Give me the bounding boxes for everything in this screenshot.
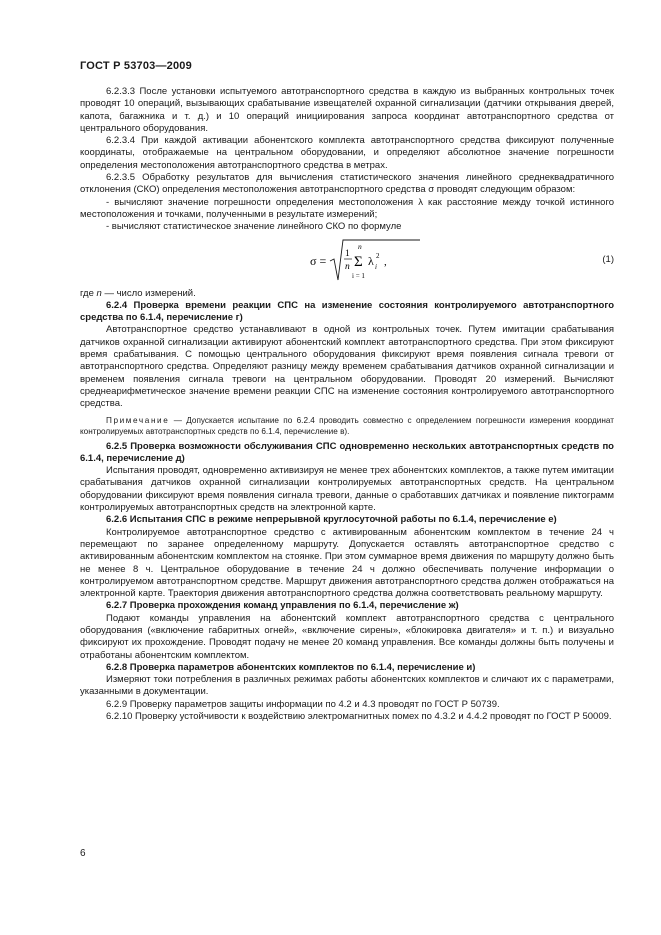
- where-variable: n: [96, 287, 102, 299]
- formula-subscript: i: [375, 262, 377, 271]
- paragraph-6-2-8: Измеряют токи потребления в различных режимах работы абонентских комплектов и сличают их с параметрами, указанными в документации.: [80, 674, 614, 698]
- where-description: — число измерений.: [101, 287, 196, 299]
- formula-sum-top: n: [358, 241, 362, 251]
- heading-6-2-7: 6.2.7 Проверка прохождения команд управления по 6.1.4, перечисление ж): [106, 600, 459, 612]
- paragraph-6-2-3-3: 6.2.3.3 После установки испытуемого автотранспортного средства в каждую из выбранных контрольных точек проводят 10 операций, вызывающих срабатывание извещателей охранной сигнализации (датчики открывания дверей, капота, багажника и т. д.) и 10 операций инициирования запроса координат автотранспортного средства от центрального оборудования.: [80, 86, 614, 134]
- note-text: — Допускается испытание по 6.2.4 проводить совместно с определением погрешности измерения координат контролируемых автотранспортных средств по 6.1.4, перечисление в).: [80, 415, 614, 436]
- page-number: 6: [80, 848, 86, 859]
- paragraph-6-2-9: 6.2.9 Проверку параметров защиты информации по 4.2 и 4.3 проводят по ГОСТ Р 50739.: [106, 698, 500, 710]
- note-label: Примечание: [106, 415, 170, 425]
- paragraph-6-2-6: Контролируемое автотранспортное средство с активированным абонентским комплектом в течение 24 ч перемещают по заранее определенному маршруту. Допускается оставлять автотранспортное средство с активированным абонентским комплектом на стоянке. При этом суммарное время движения по маршруту должно быть не менее 8 ч. Центральное оборудование в течение 24 ч должно обеспечивать получение информации о контролируемом автотранспортном средстве. Маршрут движения автотранспортного средства должен отображаться на электронной карте. Траектория движения автотранспортного средства должна соответствовать реальному маршруту.: [80, 526, 614, 600]
- paragraph-6-2-10: 6.2.10 Проверку устойчивости к воздействию электромагнитных помех по 4.3.2 и 4.4.2 проводят по ГОСТ Р 50009.: [106, 711, 612, 723]
- formula-graphic: [310, 236, 470, 286]
- paragraph-6-2-3-4: 6.2.3.4 При каждой активации абонентского комплекта автотранспортного средства фиксируют полученные координаты, отображаемые на центральном оборудовании, и определяют абсолютное значение погрешности определения местоположения автотранспортного средства в метрах.: [80, 135, 614, 171]
- heading-6-2-8: 6.2.8 Проверка параметров абонентских комплектов по 6.1.4, перечисление и): [106, 661, 476, 673]
- formula-number: (1): [602, 253, 614, 265]
- formula-lambda: λ: [368, 253, 374, 268]
- heading-6-2-4: 6.2.4 Проверка времени реакции СПС на изменение состояния контролируемого автотранспортного средства по 6.1.4, перечисление г): [80, 299, 614, 324]
- formula-radical: [330, 240, 420, 280]
- formula-sum-sign: Σ: [354, 253, 363, 270]
- formula-lhs: σ =: [310, 253, 327, 268]
- formula-tail: ,: [384, 255, 387, 268]
- dash-item-1: - вычисляют значение погрешности определения местоположения λ как расстояние между точкой истинного местоположения и точками, полученными в результате измерений;: [80, 196, 614, 220]
- note-6-2-4: [80, 415, 614, 437]
- formula-1: [80, 236, 614, 286]
- where-prefix: где: [80, 287, 94, 299]
- paragraph-6-2-7: Подают команды управления на абонентский комплект автотранспортного средства с центрального оборудования («включение габаритных огней», «включение сирены», «блокировка двигателя» и т. п.) и визуально фиксируют их прохождение. Проводят подачу не менее 20 команд управления. Все команды должны быть получены и отработаны абонентским комплектом.: [80, 612, 614, 661]
- formula-sum-bottom: i = 1: [352, 271, 365, 280]
- heading-6-2-6: 6.2.6 Испытания СПС в режиме непрерывной круглосуточной работы по 6.1.4, перечисление е): [106, 514, 557, 526]
- paragraph-6-2-3-5: 6.2.3.5 Обработку результатов для вычисления статистического значения линейного среднеквадратичного отклонения (СКО) определения местоположения автотранспортного средства σ проводят следующим образом:: [80, 172, 614, 196]
- document-header: ГОСТ Р 53703—2009: [80, 60, 192, 72]
- formula-denominator: n: [345, 261, 350, 272]
- paragraph-6-2-4: Автотранспортное средство устанавливают в одной из контрольных точек. Путем имитации срабатывания датчиков охранной сигнализации активируют абонентский комплект автотранспортного средства. При этом фиксируют время срабатывания. С помощью центрального оборудования фиксируют время появления сигнала тревоги от автотранспортного средства. Определяют разницу между временем срабатывания датчиков охранной сигнализации и временем появления сигнала тревоги на центральном оборудовании. Проводят 20 измерений. Вычисляют среднеарифметическое значение времени реакции СПС на изменение состояния контролируемого автотранспортного средства.: [80, 324, 614, 410]
- where-n-line: [80, 288, 614, 300]
- dash-item-2: - вычисляют статистическое значение линейного СКО по формуле: [106, 221, 402, 233]
- document-body: [80, 86, 614, 723]
- formula-superscript: 2: [376, 251, 380, 260]
- heading-6-2-5: 6.2.5 Проверка возможности обслуживания СПС одновременно нескольких автотранспортных средств по 6.1.4, перечисление д): [80, 440, 614, 464]
- paragraph-6-2-5: Испытания проводят, одновременно активизируя не менее трех абонентских комплектов, а также путем имитации срабатывания датчиков охранной сигнализации контролируемых автотранспортных средств. На центральном оборудовании фиксируют время появления сигнала тревоги, данные о сработавших датчиках и появление пиктограмм контролируемых автотранспортных средств на электронной карте.: [80, 465, 614, 514]
- formula-numerator: 1: [345, 248, 350, 259]
